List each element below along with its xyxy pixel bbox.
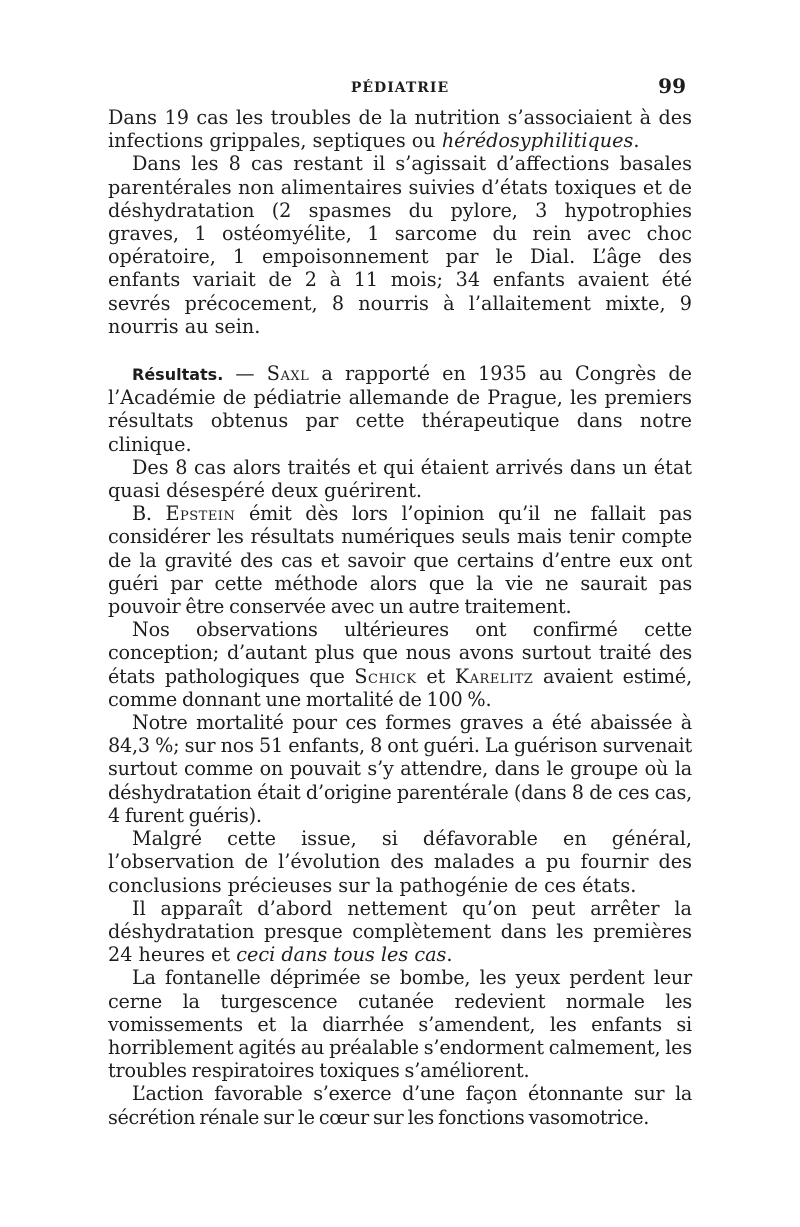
paragraph-3-dash: — — [223, 362, 267, 386]
running-title: PÉDIATRIE — [350, 80, 450, 96]
paragraph-1-text: Dans 19 cas les troubles de la nutrition s’associaient à des infections grippales, septiques ou — [108, 106, 692, 153]
paragraph-6-end: avaient estimé, comme donnant une mortalité de 100 %. — [108, 664, 692, 711]
paragraph-3-text: a rapporté en 1935 au Congrès de l’Académie de pédiatrie allemande de Prague, les premiers résultats obtenus par cette thérapeutique dans notre clinique. — [108, 362, 693, 456]
paragraph-11: L’action favorable s’exerce d’une façon étonnante sur la sécrétion rénale sur le cœur sur les fonctions vasomotrice. — [108, 1082, 692, 1129]
paragraph-5 — [108, 502, 692, 618]
paragraph-5-text: émit dès lors l’opinion qu’il ne fallait pas considérer les résultats numériques seuls mais tenir compte de la gravité des cas et savoir que certains d’entre eux ont guéri par cette méthode alors que la vie ne saurait pas pouvoir être conservée avec un autre traitement. — [108, 502, 692, 619]
author-name-schick: Schick — [354, 664, 417, 688]
paragraph-9 — [108, 897, 692, 967]
paragraph-8: Malgré cette issue, si défavorable en général, l’observation de l’évolution des malades a pu fournir des conclusions précieuses sur la pathogénie de ces états. — [108, 827, 692, 897]
paragraph-6-text: Nos observations ultérieures ont confirmé cette conception; d’autant plus que nous avons surtout traité des états pathologiques que — [108, 618, 692, 688]
paragraph-7: Notre mortalité pour ces formes graves a été abaissée à 84,3 %; sur nos 51 enfants, 8 ont guéri. La guérison survenait surtout comme on pouvait s’y attendre, dans le groupe où la déshydratation était d’origine parentérale (dans 8 de ces cas, 4 furent guéris). — [108, 711, 692, 827]
running-head — [108, 72, 692, 106]
paragraph-9-text: Il apparaît d’abord nettement qu’on peut arrêter la déshydratation presque complètement dans les premières 24 heures et — [108, 896, 692, 967]
book-page — [108, 72, 692, 1129]
author-name-epstein: Epstein — [165, 502, 236, 526]
author-name-saxl: Saxl — [266, 362, 310, 386]
paragraph-1-end: . — [633, 129, 640, 153]
author-name-karelitz: Karelitz — [454, 664, 534, 688]
paragraph-6-and: et — [416, 664, 455, 688]
paragraph-10: La fontanelle déprimée se bombe, les yeux perdent leur cerne la turgescence cutanée redevient normale les vomissements et la diarrhée s’amendent, les enfants si horriblement agités au préalable s’endorment calmement, les troubles respiratoires toxiques s’améliorent. — [108, 966, 692, 1083]
paragraph-4: Des 8 cas alors traités et qui étaient arrivés dans un état quasi désespéré deux guérirent. — [108, 455, 692, 503]
paragraph-5-initial: B. — [132, 502, 166, 526]
paragraph-1 — [108, 106, 692, 152]
paragraph-3 — [108, 362, 692, 456]
paragraph-6 — [108, 618, 692, 711]
paragraph-9-end: . — [446, 943, 453, 967]
section-label-resultats: Résultats. — [132, 365, 224, 385]
paragraph-2: Dans les 8 cas restant il s’agissait d’affections basales parentérales non alimentaires suivies d’états toxiques et de déshydratation (2 spasmes du pylore, 3 hypotrophies graves, 1 ostéomyélite, 1 sarcome du rein avec choc opératoire, 1 empoisonnement par le Dial. L’âge des enfants variait de 2 à 11 mois; 34 enfants avaient été sevrés précocement, 8 nourris à l’allaitement mixte, 9 nourris au sein. — [108, 152, 692, 338]
page-number: 99 — [658, 74, 686, 98]
paragraph-1-italic: hérédosyphilitiques — [441, 129, 634, 153]
section-spacer — [108, 338, 692, 362]
paragraph-9-italic: ceci dans tous les cas — [236, 943, 447, 967]
